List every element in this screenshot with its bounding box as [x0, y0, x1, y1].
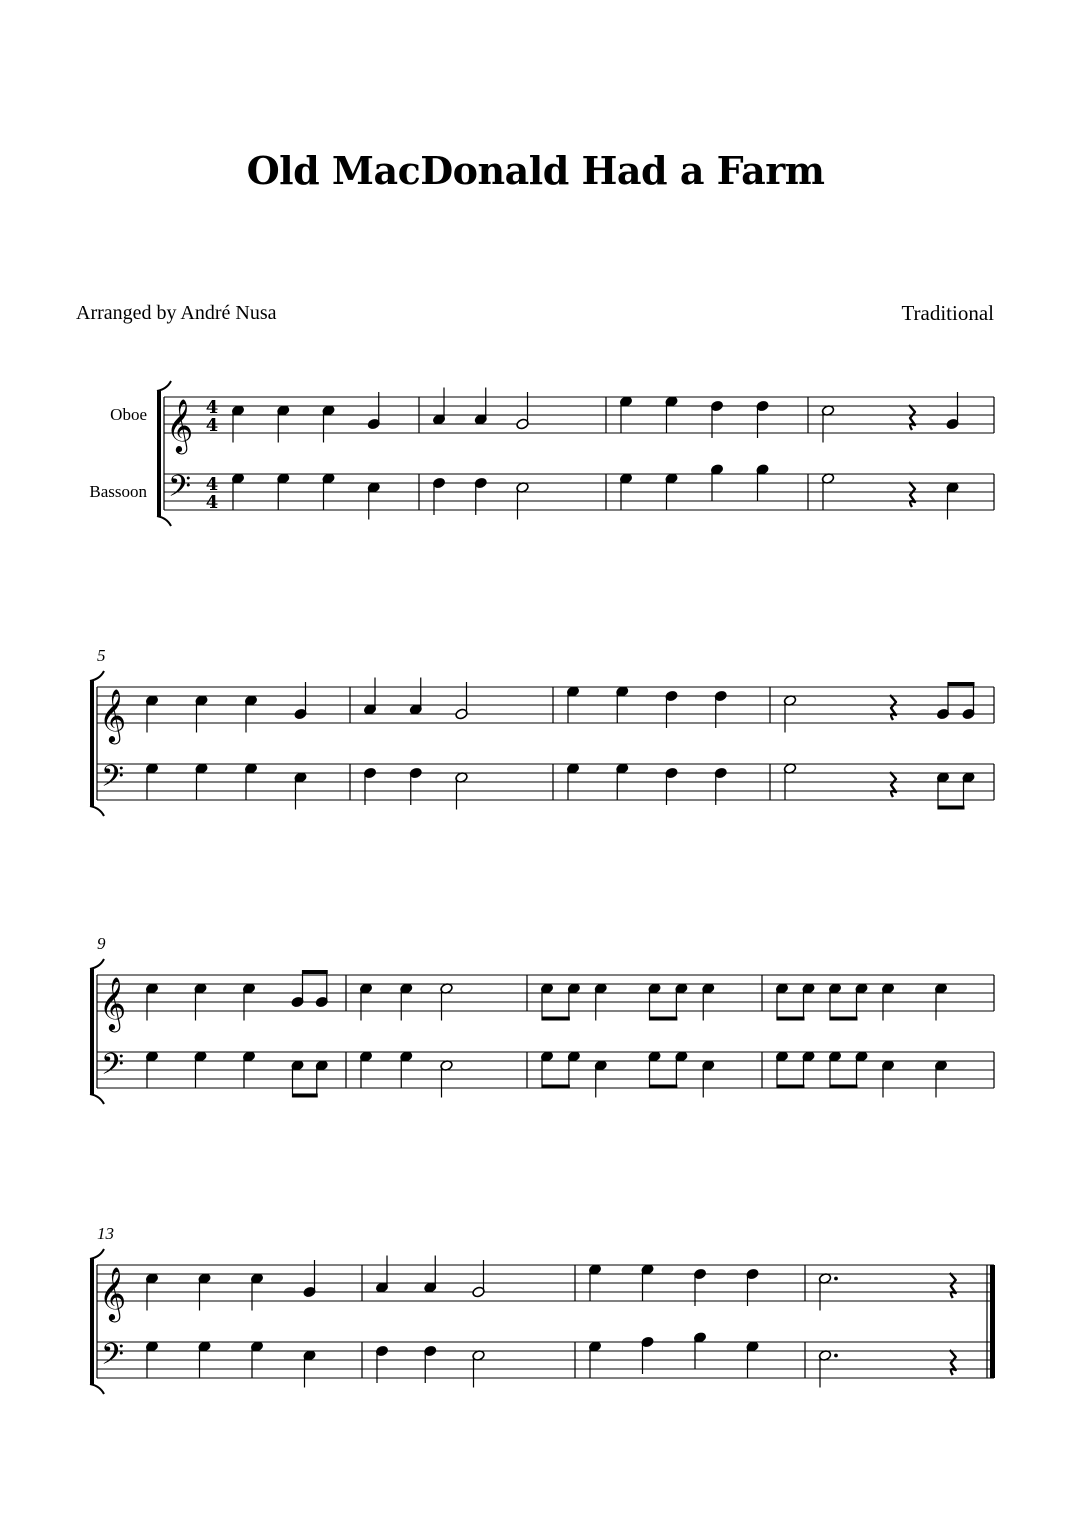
augmentation-dot: [834, 1354, 838, 1358]
eighth-beam: [830, 1017, 858, 1021]
system-bracket: [90, 969, 94, 1094]
bass-clef: 𝄢: [168, 470, 192, 511]
eighth-beam: [777, 1017, 805, 1021]
eighth-beam: [293, 1094, 318, 1098]
eighth-beam: [542, 1017, 570, 1021]
eighth-beam: [777, 1085, 805, 1089]
eighth-beam: [303, 970, 328, 974]
bracket-top-hook: [157, 381, 171, 391]
eighth-beam: [830, 1085, 858, 1089]
instrument-label-bassoon: Bassoon: [89, 482, 147, 501]
eighth-beam: [948, 682, 975, 686]
bracket-bottom-hook: [90, 806, 104, 816]
system-bracket: [90, 1259, 94, 1384]
quarter-rest: [909, 405, 915, 430]
bracket-top-hook: [90, 959, 104, 969]
measure-number: 9: [97, 934, 106, 953]
instrument-label-oboe: Oboe: [110, 405, 147, 424]
bracket-bottom-hook: [90, 1384, 104, 1394]
system-bracket: [157, 391, 161, 516]
treble-clef: 𝄞: [166, 398, 194, 452]
time-signature-top: 4: [205, 397, 219, 418]
bass-clef: 𝄢: [101, 1048, 125, 1089]
bracket-bottom-hook: [90, 1094, 104, 1104]
quarter-rest: [950, 1350, 956, 1375]
quarter-rest: [890, 695, 896, 720]
measure-number: 5: [97, 646, 106, 665]
treble-clef: 𝄞: [99, 1266, 127, 1320]
quarter-rest: [950, 1273, 956, 1298]
arranger-credit: Arranged by André Nusa: [76, 302, 277, 324]
bracket-bottom-hook: [157, 516, 171, 526]
composer-credit: Traditional: [901, 301, 994, 325]
treble-clef: 𝄞: [99, 688, 127, 742]
eighth-beam: [542, 1085, 570, 1089]
bass-clef: 𝄢: [101, 1338, 125, 1379]
quarter-rest: [890, 772, 896, 797]
system-bracket: [90, 681, 94, 806]
time-signature-bottom: 4: [205, 492, 219, 513]
eighth-beam: [650, 1085, 678, 1089]
bracket-top-hook: [90, 1249, 104, 1259]
final-thick-barline: [990, 1265, 995, 1378]
eighth-beam: [938, 806, 965, 810]
measure-number: 13: [97, 1224, 114, 1243]
treble-clef: 𝄞: [99, 976, 127, 1030]
bass-clef: 𝄢: [101, 760, 125, 801]
time-signature-top: 4: [205, 474, 219, 495]
bracket-top-hook: [90, 671, 104, 681]
eighth-beam: [650, 1017, 678, 1021]
augmentation-dot: [834, 1277, 838, 1281]
score-title: Old MacDonald Had a Farm: [246, 148, 825, 193]
time-signature-bottom: 4: [205, 415, 219, 436]
quarter-rest: [909, 482, 915, 507]
